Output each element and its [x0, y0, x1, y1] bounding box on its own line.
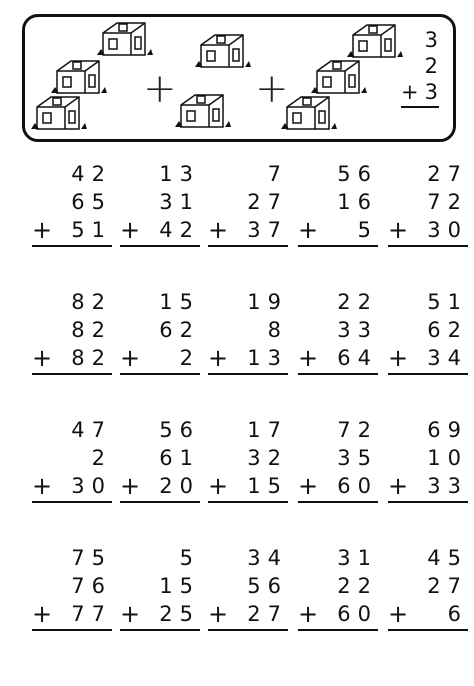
addend-last — [206, 216, 288, 244]
addend-value: 72 — [337, 418, 378, 442]
addend-value: 16 — [337, 190, 378, 214]
addend-value: 13 — [247, 346, 288, 370]
addend-value: 56 — [159, 418, 200, 442]
addend-value: 62 — [159, 318, 200, 342]
addend — [30, 572, 112, 600]
sum-line — [32, 373, 112, 375]
addend-value: 19 — [247, 290, 288, 314]
house-icon — [31, 93, 87, 133]
addend — [206, 416, 288, 444]
sum-line — [120, 373, 200, 375]
addend-value: 31 — [159, 190, 200, 214]
addend-value: 47 — [71, 418, 112, 442]
addition-problem — [386, 544, 468, 631]
addend-value: 61 — [159, 446, 200, 470]
addend — [386, 316, 468, 344]
plus-operator: + — [388, 216, 409, 244]
addend — [386, 188, 468, 216]
addition-problem — [206, 288, 288, 375]
addition-problem — [296, 544, 378, 631]
addend-value: 30 — [71, 474, 112, 498]
sum-line — [388, 629, 468, 631]
house-icon — [195, 31, 251, 71]
plus-sign: + — [255, 66, 289, 112]
plus-operator: + — [298, 472, 319, 500]
example-sum — [401, 27, 439, 108]
addend-last — [30, 344, 112, 372]
addend-last — [386, 344, 468, 372]
addend-value: 60 — [337, 474, 378, 498]
plus-operator: + — [120, 472, 141, 500]
addition-problem — [386, 416, 468, 503]
addition-problem — [386, 160, 468, 247]
addend — [296, 444, 378, 472]
plus-operator: + — [120, 600, 141, 628]
addend-value: 33 — [427, 474, 468, 498]
addend-value: 34 — [247, 546, 288, 570]
addend-value: 32 — [247, 446, 288, 470]
plus-operator: + — [208, 344, 229, 372]
addend-last — [206, 472, 288, 500]
addend — [30, 288, 112, 316]
addition-problem — [30, 544, 112, 631]
sum-line — [388, 501, 468, 503]
sum-line — [298, 629, 378, 631]
addend — [206, 544, 288, 572]
addend — [296, 288, 378, 316]
example-box — [22, 14, 456, 142]
addend-value: 31 — [337, 546, 378, 570]
house-icon — [97, 19, 153, 59]
addend-value: 5 — [357, 218, 378, 242]
addition-problem — [118, 416, 200, 503]
addend-last — [30, 472, 112, 500]
sum-line — [208, 373, 288, 375]
plus-operator: + — [208, 472, 229, 500]
addition-problem — [30, 416, 112, 503]
addend-value: 62 — [427, 318, 468, 342]
addition-problem — [386, 288, 468, 375]
addend-value: 42 — [159, 218, 200, 242]
addend-last — [30, 216, 112, 244]
addend-value: 13 — [159, 162, 200, 186]
addend — [386, 544, 468, 572]
sum-line — [120, 245, 200, 247]
example-addend: 3 — [424, 28, 439, 52]
plus-operator: + — [388, 600, 409, 628]
addend — [118, 416, 200, 444]
addend — [118, 544, 200, 572]
addend-last — [296, 600, 378, 628]
addend-value: 17 — [247, 418, 288, 442]
addend-value: 82 — [71, 346, 112, 370]
addend-value: 30 — [427, 218, 468, 242]
addend — [386, 444, 468, 472]
addend-value: 20 — [159, 474, 200, 498]
sum-line — [298, 501, 378, 503]
house-icon — [175, 91, 231, 131]
addend-last — [386, 600, 468, 628]
addend — [296, 544, 378, 572]
plus-operator: + — [298, 344, 319, 372]
addend-value: 6 — [447, 602, 468, 626]
addition-problem — [296, 160, 378, 247]
plus-operator: + — [120, 344, 141, 372]
addend-value: 56 — [337, 162, 378, 186]
addend-value: 75 — [71, 546, 112, 570]
example-addend: 2 — [424, 54, 439, 78]
addend-value: 51 — [427, 290, 468, 314]
addend-value: 45 — [427, 546, 468, 570]
addend-value: 15 — [159, 574, 200, 598]
house-icon — [311, 57, 367, 97]
house-icon — [347, 21, 403, 61]
addend — [296, 160, 378, 188]
addend-last — [118, 472, 200, 500]
addend-value: 2 — [91, 446, 112, 470]
plus-operator: + — [208, 600, 229, 628]
addend — [118, 444, 200, 472]
addition-problem — [30, 288, 112, 375]
sum-line — [32, 629, 112, 631]
addend-last — [30, 600, 112, 628]
addend-value: 65 — [71, 190, 112, 214]
plus-operator: + — [401, 80, 420, 104]
addend-value: 82 — [71, 290, 112, 314]
addend-value: 27 — [247, 190, 288, 214]
sum-line — [208, 629, 288, 631]
addend-value: 69 — [427, 418, 468, 442]
addend-value: 33 — [337, 318, 378, 342]
addend-value: 22 — [337, 574, 378, 598]
addend-last — [206, 600, 288, 628]
addend-value: 22 — [337, 290, 378, 314]
addend-value: 82 — [71, 318, 112, 342]
addend — [386, 288, 468, 316]
sum-line — [388, 245, 468, 247]
addition-problem — [118, 288, 200, 375]
addend-value: 15 — [159, 290, 200, 314]
addend — [118, 160, 200, 188]
addend — [206, 444, 288, 472]
sum-line — [32, 245, 112, 247]
addend — [386, 160, 468, 188]
addend — [296, 416, 378, 444]
plus-operator: + — [388, 344, 409, 372]
addend — [30, 316, 112, 344]
plus-operator: + — [208, 216, 229, 244]
addend-last — [296, 344, 378, 372]
addend-value: 2 — [179, 346, 200, 370]
addend-value: 77 — [71, 602, 112, 626]
addend-last — [118, 344, 200, 372]
addend-value: 7 — [267, 162, 288, 186]
addend-value: 42 — [71, 162, 112, 186]
addend — [296, 188, 378, 216]
plus-operator: + — [120, 216, 141, 244]
addend-last — [386, 216, 468, 244]
addend-value: 8 — [267, 318, 288, 342]
addend — [118, 316, 200, 344]
addend-value: 64 — [337, 346, 378, 370]
addend — [30, 544, 112, 572]
house-icon — [51, 57, 107, 97]
addend — [30, 160, 112, 188]
addend — [386, 416, 468, 444]
addend-value: 27 — [247, 602, 288, 626]
addend-value: 51 — [71, 218, 112, 242]
plus-sign: + — [143, 66, 177, 112]
plus-operator: + — [32, 216, 53, 244]
addend — [206, 288, 288, 316]
addend-value: 25 — [159, 602, 200, 626]
addend-value: 34 — [427, 346, 468, 370]
plus-operator: + — [298, 216, 319, 244]
addend — [386, 572, 468, 600]
addition-problem — [296, 416, 378, 503]
addend-value: 27 — [427, 574, 468, 598]
addition-problem — [30, 160, 112, 247]
addend-last — [206, 344, 288, 372]
sum-line — [208, 501, 288, 503]
example-addend-last — [401, 79, 439, 105]
sum-line — [388, 373, 468, 375]
addition-problem — [296, 288, 378, 375]
addend — [118, 188, 200, 216]
addend-value: 5 — [179, 546, 200, 570]
sum-line — [208, 245, 288, 247]
addend — [296, 572, 378, 600]
plus-operator: + — [32, 472, 53, 500]
addend-value: 56 — [247, 574, 288, 598]
plus-operator: + — [32, 600, 53, 628]
addend-value: 60 — [337, 602, 378, 626]
plus-operator: + — [298, 600, 319, 628]
addend — [296, 316, 378, 344]
addend-value: 72 — [427, 190, 468, 214]
addend — [118, 572, 200, 600]
addend-last — [118, 600, 200, 628]
addend-last — [296, 472, 378, 500]
addend-last — [296, 216, 378, 244]
addend — [30, 416, 112, 444]
addend-last — [386, 472, 468, 500]
addition-problem — [206, 416, 288, 503]
addend — [30, 188, 112, 216]
addend — [206, 316, 288, 344]
example-addend: 3 — [424, 80, 439, 104]
sum-line — [401, 106, 439, 108]
addition-problem — [206, 160, 288, 247]
addend — [30, 444, 112, 472]
sum-line — [120, 501, 200, 503]
sum-line — [298, 245, 378, 247]
addend — [118, 288, 200, 316]
addend-value: 37 — [247, 218, 288, 242]
addend — [206, 160, 288, 188]
addend-value: 15 — [247, 474, 288, 498]
addend — [206, 188, 288, 216]
addend-last — [118, 216, 200, 244]
plus-operator: + — [388, 472, 409, 500]
sum-line — [298, 373, 378, 375]
addition-problem — [206, 544, 288, 631]
sum-line — [120, 629, 200, 631]
sum-line — [32, 501, 112, 503]
addend-value: 35 — [337, 446, 378, 470]
addend — [206, 572, 288, 600]
addend-value: 10 — [427, 446, 468, 470]
plus-operator: + — [32, 344, 53, 372]
house-icon — [281, 93, 337, 133]
addition-problem — [118, 160, 200, 247]
addend-value: 27 — [427, 162, 468, 186]
addend-value: 76 — [71, 574, 112, 598]
addition-problem — [118, 544, 200, 631]
